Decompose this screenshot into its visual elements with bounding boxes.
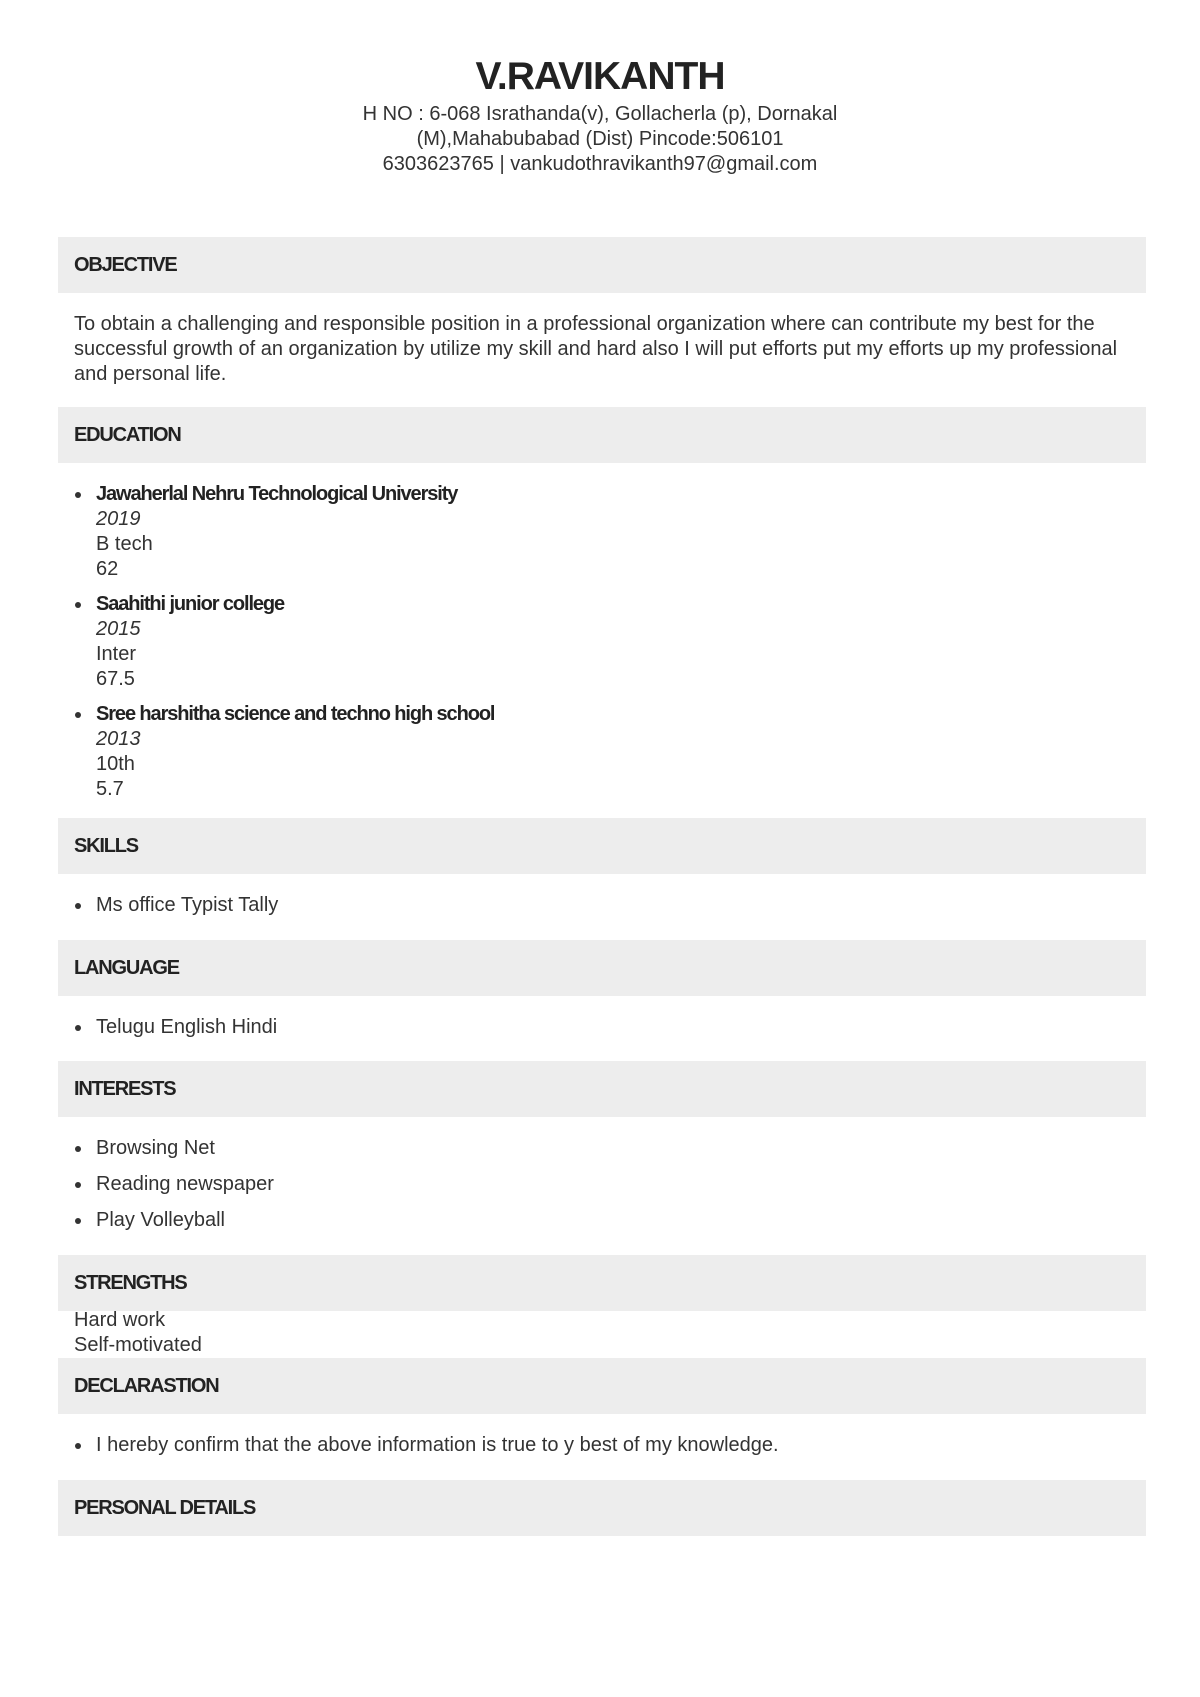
education-item <box>74 482 1138 582</box>
declaration-list-container <box>74 1433 1138 1458</box>
language-list <box>74 1015 1138 1040</box>
education-year: 2013 <box>96 728 141 750</box>
education-degree: Inter <box>96 643 137 665</box>
section-title-personal-details: PERSONAL DETAILS <box>74 1496 256 1519</box>
skills-list <box>74 893 1138 918</box>
section-title-language: LANGUAGE <box>74 956 179 979</box>
education-item <box>74 592 1138 692</box>
phone-email-line: 6303623765 | vankudothravikanth97@gmail.com <box>382 153 818 175</box>
education-list <box>74 482 1138 802</box>
education-institution: Jawaherlal Nehru Technological University <box>96 483 458 505</box>
section-header-strengths <box>58 1255 1146 1311</box>
language-list-container <box>74 1015 1138 1040</box>
strength-item: Self-motivated <box>74 1334 202 1356</box>
section-title-skills: SKILLS <box>74 834 138 857</box>
section-header-language <box>58 940 1146 996</box>
section-title-education: EDUCATION <box>74 423 181 446</box>
section-title-objective: OBJECTIVE <box>74 253 177 276</box>
education-score: 5.7 <box>96 778 124 800</box>
interests-list-container <box>74 1136 1138 1244</box>
address-line-1: H NO : 6-068 Israthanda(v), Gollacherla (p), Dornakal <box>362 103 838 125</box>
education-institution: Sree harshitha science and techno high school <box>96 703 495 725</box>
education-item <box>74 702 1138 802</box>
strengths-container <box>74 1308 1138 1358</box>
section-header-objective <box>58 237 1146 293</box>
interests-list <box>74 1136 1138 1233</box>
section-title-declaration: DECLARASTION <box>74 1374 219 1397</box>
section-header-interests <box>58 1061 1146 1117</box>
education-score: 67.5 <box>96 668 135 690</box>
address-line-2: (M),Mahabubabad (Dist) Pincode:506101 <box>416 128 784 150</box>
objective-text: To obtain a challenging and responsible position in a professional organization where can contribute my best for the successful growth of an organization by utilize my skill and hard also I will put efforts put my efforts up my professional and personal life. <box>74 313 1118 385</box>
skills-list-container <box>74 893 1138 918</box>
language-item: Telugu English Hindi <box>74 1015 1138 1040</box>
section-header-education <box>58 407 1146 463</box>
strength-item: Hard work <box>74 1309 166 1331</box>
interest-item: Reading newspaper <box>74 1172 1138 1197</box>
education-year: 2015 <box>96 618 141 640</box>
education-degree: B tech <box>96 533 153 555</box>
declaration-item: I hereby confirm that the above information is true to y best of my knowledge. <box>74 1433 1138 1458</box>
section-title-interests: INTERESTS <box>74 1077 176 1100</box>
section-header-skills <box>58 818 1146 874</box>
interest-item: Browsing Net <box>74 1136 1138 1161</box>
skill-item: Ms office Typist Tally <box>74 893 1138 918</box>
section-title-strengths: STRENGTHS <box>74 1271 187 1294</box>
education-year: 2019 <box>96 508 141 530</box>
section-header-declaration <box>58 1358 1146 1414</box>
education-score: 62 <box>96 558 119 580</box>
education-list-container <box>74 482 1138 812</box>
section-header-personal-details <box>58 1480 1146 1536</box>
education-institution: Saahithi junior college <box>96 593 285 615</box>
resume-header <box>0 52 1200 177</box>
interest-item: Play Volleyball <box>74 1208 1138 1233</box>
candidate-name: V.RAVIKANTH <box>475 55 725 98</box>
declaration-list <box>74 1433 1138 1458</box>
education-degree: 10th <box>96 753 135 775</box>
